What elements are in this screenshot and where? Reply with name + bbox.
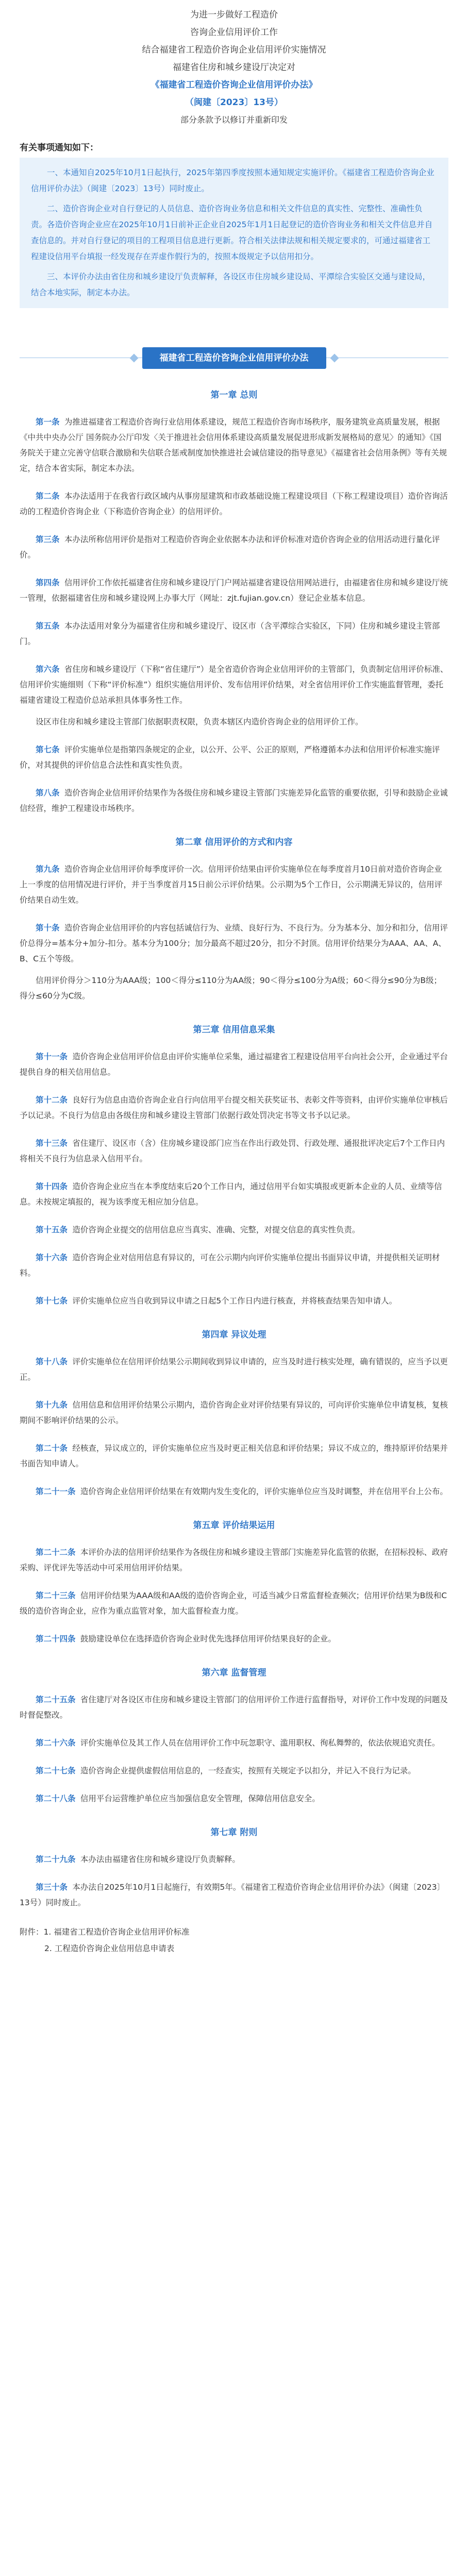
- chapter-section: [20, 835, 448, 1004]
- article-number: 第十四条: [36, 1182, 68, 1191]
- article-text: 造价咨询企业信用评价每季度评价一次。信用评价结果由评价实施单位在每季度首月10日前对造价咨询企业上一季度的信用情况进行评价，并于当季度首月15日前公示评价结果。公示期为5个工作日，公示期满无异议的，信用评价结果自动生效。: [20, 865, 443, 905]
- article-text: 本办法所称信用评价是指对工程造价咨询企业依据本办法和评价标准对造价咨询企业的信用活动进行量化评价。: [20, 535, 440, 560]
- annex-section: [20, 1924, 448, 1957]
- chapter-section: [20, 1665, 448, 1806]
- article-number: 第六条: [36, 665, 60, 674]
- article-text: 信用评价结果为AAA级和AA级的造价咨询企业，可适当减少日常监督检查频次；信用评价结果为B级和C级的造价咨询企业，应作为重点监管对象，加大监督检查力度。: [20, 1591, 447, 1616]
- article-paragraph: [20, 662, 448, 708]
- annex-label: 附件：: [20, 1927, 44, 1937]
- article-paragraph: [20, 1735, 448, 1751]
- title-banner-wrap: [20, 342, 448, 369]
- article-text: 本办法适用于在我省行政区域内从事房屋建筑和市政基础设施工程建设项目（下称工程建设项目）造价咨询活动的工程造价咨询企业（下称造价咨询企业）的信用评价。: [20, 492, 448, 516]
- article-number: 第十五条: [36, 1225, 68, 1234]
- article-number: 第九条: [36, 865, 60, 874]
- article-text: 评价实施单位应当自收到异议申请之日起5个工作日内进行核查，并将核查结果告知申请人。: [72, 1296, 397, 1306]
- annex-row: [20, 1924, 448, 1940]
- article-number: 第四条: [36, 578, 60, 587]
- article-number: 第十一条: [36, 1052, 68, 1061]
- article-number: 第二十一条: [36, 1487, 76, 1496]
- article-number: 第十八条: [36, 1357, 68, 1366]
- article-number: 第十二条: [36, 1095, 68, 1105]
- article-number: 第二十五条: [36, 1695, 76, 1704]
- article-text: 鼓励建设单位在选择造价咨询企业时优先选择信用评价结果良好的企业。: [80, 1634, 336, 1643]
- article-number: 第十七条: [36, 1296, 68, 1306]
- chapter-title: 第三章 信用信息采集: [193, 1025, 275, 1035]
- article-number: 第二十二条: [36, 1548, 76, 1557]
- article-text: 造价咨询企业对信用信息有异议的，可在公示期内向评价实施单位提出书面异议申请，并提供相关证明材料。: [20, 1253, 440, 1278]
- article-number: 第二十八条: [36, 1794, 76, 1803]
- article-number: 第二十九条: [36, 1855, 76, 1864]
- notes-box: [20, 158, 448, 308]
- chapter-title: 第六章 监督管理: [202, 1668, 266, 1678]
- intro-line: 咨询企业信用评价工作: [190, 27, 278, 38]
- intro-section: [20, 0, 448, 129]
- article-paragraph: [20, 1588, 448, 1619]
- article-paragraph: [20, 1484, 448, 1499]
- article-text: 本办法适用对象分为福建省住房和城乡建设厅、设区市（含平潭综合实验区，下同）住房和城乡建设主管部门。: [20, 621, 440, 646]
- article-number: 第十三条: [36, 1139, 68, 1148]
- article-text: 良好行为信息由造价咨询企业自行向信用平台提交相关获奖证书、表彰文件等资料，由评价实施单位审核后予以记录。不良行为信息由各级住房和城乡建设主管部门依据行政处罚决定书等文书予以记录。: [20, 1095, 448, 1120]
- article-paragraph: [20, 1631, 448, 1647]
- article-text: 造价咨询企业提交的信用信息应当真实、准确、完整，对提交信息的真实性负责。: [72, 1225, 360, 1234]
- article-number: 第三条: [36, 535, 60, 544]
- article-paragraph: [20, 1222, 448, 1238]
- article-paragraph: [20, 1692, 448, 1723]
- article-paragraph: [20, 973, 448, 1004]
- article-text: 信用评价工作依托福建省住房和城乡建设厅门户网站福建省建设信用网站进行，由福建省住房和城乡建设厅统一管理，依据福建省住房和城乡建设网上办事大厅（网址：zjt.fujian.gov.cn）登记企业基本信息。: [20, 578, 448, 603]
- article-text: 省住房和城乡建设厅（下称“省住建厅”）是全省造价咨询企业信用评价的主管部门，负责制定信用评价标准、信用评价实施细则（下称“评价标准”）组织实施信用评价、发布信用评价结果，对全省信用评价工作实施监督管理，委托福建省建设工程造价总站承担具体事务性工作。: [20, 665, 448, 705]
- article-paragraph: [20, 920, 448, 967]
- annex-item[interactable]: 1. 福建省工程造价咨询企业信用评价标准: [43, 1927, 190, 1937]
- article-text: 信用评价得分＞110分为AAA级；100＜得分≤110分为AA级；90＜得分≤100分为A级；60＜得分≤90分为B级；得分≤60分为C级。: [20, 976, 442, 1001]
- article-paragraph: [20, 1049, 448, 1080]
- article-number: 第二十七条: [36, 1766, 76, 1775]
- article-text: 评价实施单位及其工作人员在信用评价工作中玩忽职守、滥用职权、徇私舞弊的，依法依规追究责任。: [80, 1738, 440, 1748]
- article-number: 第八条: [36, 788, 60, 798]
- chapter-title: 第七章 附则: [210, 1827, 258, 1838]
- article-paragraph: [20, 618, 448, 649]
- article-text: 本评价办法的信用评价结果作为各级住房和城乡建设主管部门实施差异化监管的依据，在招标投标、政府采购、评优评先等活动中可采用信用评价结果。: [20, 1548, 448, 1572]
- chapter-section: [20, 1327, 448, 1499]
- intro-line: 福建省住房和城乡建设厅决定对: [173, 62, 295, 73]
- article-number: 第二条: [36, 492, 60, 501]
- chapter-section: [20, 1022, 448, 1309]
- article-paragraph: [20, 1763, 448, 1778]
- article-paragraph: [20, 1293, 448, 1309]
- article-paragraph: [20, 1879, 448, 1910]
- notes-heading: 有关事项通知如下：: [20, 143, 98, 153]
- article-text: 省住建厅对各设区市住房和城乡建设主管部门的信用评价工作进行监督指导，对评价工作中发现的问题及时督促整改。: [20, 1695, 448, 1720]
- chapter-title: 第五章 评价结果运用: [193, 1520, 275, 1531]
- chapter-title: 第二章 信用评价的方式和内容: [175, 837, 293, 848]
- article-number: 第二十条: [36, 1444, 68, 1453]
- article-number: 第一条: [36, 417, 60, 427]
- annex-item[interactable]: 2. 工程造价咨询企业信用信息申请表: [44, 1944, 175, 1953]
- article-paragraph: [20, 1852, 448, 1867]
- article-paragraph: [20, 414, 448, 476]
- article-paragraph: [20, 1250, 448, 1281]
- article-paragraph: [20, 532, 448, 563]
- article-paragraph: [20, 1136, 448, 1166]
- article-paragraph: [20, 1791, 448, 1806]
- article-number: 第十条: [36, 923, 60, 933]
- notes-item: 二、造价咨询企业对自行登记的人员信息、造价咨询业务信息和相关文件信息的真实性、完整性、准确性负责。各造价咨询企业应在2025年10月1日前补正企业自2025年1月1日起登记的造价咨询业务和相关文件信息并自查信息的。并对自行登记的项目的工程项目信息进行更新。符合相关法律法规和相关规定要求的，可通过福建省工程建设信用平台填报一经发现存在弄虚作假行为的，按照本级规定予以信用扣分。: [31, 204, 433, 261]
- title-banner: 福建省工程造价咨询企业信用评价办法: [142, 347, 326, 369]
- article-text: 造价咨询企业提供虚假信用信息的，一经查实，按照有关规定予以扣分，并记入不良行为记录。: [80, 1766, 416, 1775]
- article-paragraph: [20, 1354, 448, 1385]
- article-paragraph: [20, 1092, 448, 1123]
- article-paragraph: [20, 488, 448, 519]
- intro-line: 为进一步做好工程造价: [190, 10, 278, 20]
- article-text: 造价咨询企业信用评价的内容包括诚信行为、业绩、良好行为、不良行为。分为基本分、加分和扣分，信用评价总得分=基本分+加分-扣分。基本分为100分；加分最高不超过20分，扣分不封顶。信用评价结果分为AAA、AA、A、B、C五个等级。: [20, 923, 448, 963]
- article-paragraph: [20, 742, 448, 773]
- article-text: 造价咨询企业信用评价结果在有效期内发生变化的，评价实施单位应当及时调整，并在信用平台上公布。: [80, 1487, 448, 1496]
- article-paragraph: [20, 785, 448, 816]
- article-text: 信用信息和信用评价结果公示期内，造价咨询企业对评价结果有异议的，可向评价实施单位申请复核，复核期间不影响评价结果的公示。: [20, 1400, 448, 1425]
- chapter-section: [20, 1825, 448, 1910]
- article-number: 第二十三条: [36, 1591, 76, 1600]
- article-text: 评价实施单位是指第四条规定的企业，以公开、公平、公正的原则，严格遵循本办法和信用评价标准实施评价，对其提供的评价信息合法性和真实性负责。: [20, 745, 440, 770]
- article-number: 第二十四条: [36, 1634, 76, 1643]
- article-text: 省住建厅、设区市（含）住房城乡建设部门应当在作出行政处罚、行政处理、通报批评决定后7个工作日内将相关不良行为信息录入信用平台。: [20, 1139, 445, 1163]
- article-text: 造价咨询企业信用评价结果作为各级住房和城乡建设主管部门实施差异化监管的重要依据，引导和鼓励企业诚信经营，维护工程建设市场秩序。: [20, 788, 448, 813]
- article-text: 为推进福建省工程造价咨询行业信用体系建设，规范工程造价咨询市场秩序，服务建筑业高质量发展，根据《中共中央办公厅 国务院办公厅印发〈关于推进社会信用体系建设高质量发展促进形成新发展格局的意见〉的通知》《国务院关于建立完善守信联合激励和失信联合惩戒制度加快推进社会诚信建设的指导意见》《福建省社会信用条例》等有关规定，结合本省实际，制定本办法。: [20, 417, 447, 473]
- intro-document-number: （闽建〔2023〕13号）: [185, 97, 283, 108]
- article-text: 评价实施单位在信用评价结果公示期间收到异议申请的，应当及时进行核实处理，确有错误的，应当予以更正。: [20, 1357, 448, 1382]
- chapter-section: [20, 387, 448, 816]
- chapter-title: 第一章 总则: [210, 390, 258, 400]
- article-text: 本办法由福建省住房和城乡建设厅负责解释。: [80, 1855, 240, 1864]
- article-number: 第十九条: [36, 1400, 68, 1410]
- article-text: 经核查，异议成立的，评价实施单位应当及时更正相关信息和评价结果；异议不成立的，维持原评价结果并书面告知申请人。: [20, 1444, 448, 1468]
- intro-document-title: 《福建省工程造价咨询企业信用评价办法》: [151, 80, 317, 90]
- article-paragraph: [20, 575, 448, 606]
- article-paragraph: [20, 1397, 448, 1428]
- intro-source-line: 部分条款予以修订并重新印发: [180, 115, 288, 125]
- notes-item: 一、本通知自2025年10月1日起执行，2025年第四季度按照本通知规定实施评价。《福建省工程造价咨询企业信用评价办法》（闽建〔2023〕13号）同时废止。: [31, 168, 434, 193]
- article-paragraph: [20, 1179, 448, 1210]
- intro-line: 结合福建省工程造价咨询企业信用评价实施情况: [142, 45, 326, 55]
- article-paragraph: [20, 861, 448, 908]
- chapter-section: [20, 1518, 448, 1647]
- article-text: 本办法自2025年10月1日起施行，有效期5年。《福建省工程造价咨询企业信用评价办法》（闽建〔2023〕13号）同时废止。: [20, 1883, 445, 1907]
- chapters-container: [20, 387, 448, 1910]
- article-text: 造价咨询企业信用评价信息由评价实施单位采集，通过福建省工程建设信用平台向社会公开，企业通过平台提供自身的相关信用信息。: [20, 1052, 448, 1077]
- chapter-title: 第四章 异议处理: [202, 1330, 266, 1340]
- article-paragraph: [20, 714, 448, 730]
- article-number: 第三十条: [36, 1883, 68, 1892]
- annex-row: [20, 1940, 448, 1957]
- article-paragraph: [20, 1545, 448, 1575]
- article-number: 第七条: [36, 745, 60, 754]
- article-number: 第五条: [36, 621, 60, 631]
- article-number: 第十六条: [36, 1253, 68, 1262]
- article-paragraph: [20, 1440, 448, 1471]
- article-text: 信用平台运营维护单位应当加强信息安全管理，保障信用信息安全。: [80, 1794, 320, 1803]
- article-text: 设区市住房和城乡建设主管部门依据职责权限，负责本辖区内造价咨询企业的信用评价工作。: [36, 717, 363, 726]
- article-text: 造价咨询企业应当在本季度结束后20个工作日内，通过信用平台如实填报或更新本企业的人员、业绩等信息。未按规定填报的，视为该季度无相应加分信息。: [20, 1182, 442, 1207]
- notes-item: 三、本评价办法由省住房和城乡建设厅负责解释，各设区市住房城乡建设局、平潭综合实验区交通与建设局，结合本地实际，制定本办法。: [31, 272, 431, 297]
- article-number: 第二十六条: [36, 1738, 76, 1748]
